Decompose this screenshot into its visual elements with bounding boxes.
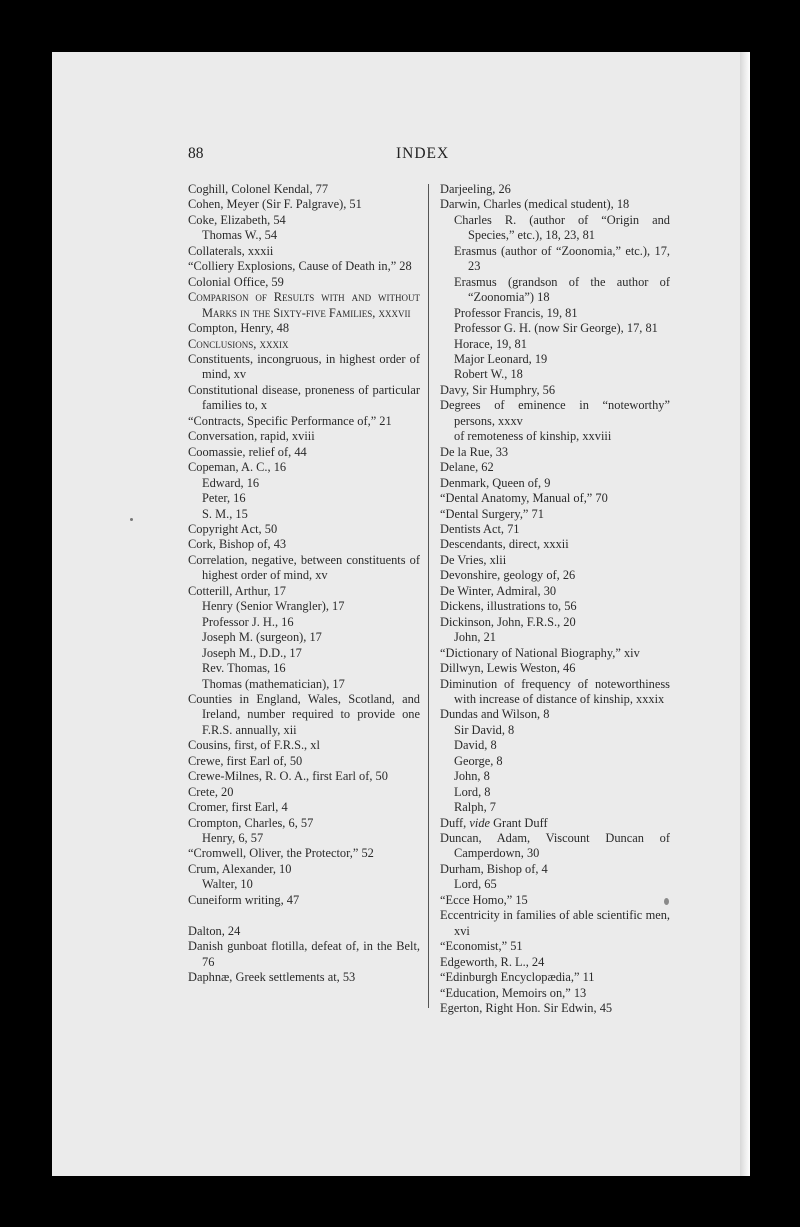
index-entry: Cotterill, Arthur, 17 bbox=[188, 583, 286, 598]
index-entry: Descendants, direct, xxxii bbox=[440, 537, 569, 552]
index-entry: “Dental Anatomy, Manual of,” 70 bbox=[440, 491, 608, 506]
index-entry: Ralph, 7 bbox=[454, 800, 496, 815]
index-entry: of remoteness of kinship, xxviii bbox=[454, 429, 612, 444]
index-entry: David, 8 bbox=[454, 738, 497, 753]
index-entry: Coke, Elizabeth, 54 bbox=[188, 212, 286, 227]
index-entry: Copyright Act, 50 bbox=[188, 521, 278, 536]
index-entry: Constituents, incongruous, in highest order of mind, xv bbox=[188, 351, 420, 382]
index-entry: “Colliery Explosions, Cause of Death in,” 28 bbox=[188, 259, 412, 274]
index-entry: Durham, Bishop of, 4 bbox=[440, 861, 548, 876]
index-entry: “Cromwell, Oliver, the Protector,” 52 bbox=[188, 846, 374, 861]
index-entry: Sir David, 8 bbox=[454, 722, 515, 737]
page-number: 88 bbox=[188, 145, 204, 162]
index-column-left bbox=[188, 182, 420, 986]
index-entry: Crewe-Milnes, R. O. A., first Earl of, 50 bbox=[188, 769, 388, 784]
index-entry: Diminution of frequency of noteworthiness with increase of distance of kinship, xxxix bbox=[440, 676, 670, 706]
index-entry: Delane, 62 bbox=[440, 460, 494, 475]
index-entry: Darjeeling, 26 bbox=[440, 182, 511, 196]
index-entry: Crompton, Charles, 6, 57 bbox=[188, 815, 314, 830]
index-entry: John, 8 bbox=[454, 769, 490, 784]
page-edge-shadow bbox=[740, 52, 750, 1176]
paper-speck bbox=[130, 518, 133, 521]
index-entry: Erasmus (author of “Zoonomia,” etc.), 17, 23 bbox=[454, 243, 670, 274]
index-entry: Correlation, negative, between constituents of highest order of mind, xv bbox=[188, 552, 420, 583]
index-entry: Crete, 20 bbox=[188, 784, 234, 799]
index-entry: Conclusions, xxxix bbox=[188, 336, 289, 351]
running-head: INDEX bbox=[396, 145, 450, 162]
index-entry: De Vries, xlii bbox=[440, 552, 507, 567]
index-entry: Daphnæ, Greek settlements at, 53 bbox=[188, 970, 356, 985]
index-entry: Cousins, first, of F.R.S., xl bbox=[188, 738, 320, 753]
index-entry: Dickinson, John, F.R.S., 20 bbox=[440, 614, 576, 629]
index-entry: Dentists Act, 71 bbox=[440, 521, 520, 536]
index-entry: Professor Francis, 19, 81 bbox=[454, 305, 578, 320]
index-entry: Walter, 10 bbox=[202, 877, 253, 892]
index-entry: Joseph M., D.D., 17 bbox=[202, 645, 302, 660]
index-entry: Lord, 8 bbox=[454, 784, 491, 799]
index-entry: Professor G. H. (now Sir George), 17, 81 bbox=[454, 321, 658, 336]
index-entry: “Contracts, Specific Performance of,” 21 bbox=[188, 413, 392, 428]
index-entry: “Ecce Homo,” 15 bbox=[440, 892, 528, 907]
index-entry: Copeman, A. C., 16 bbox=[188, 460, 287, 475]
index-entry: Major Leonard, 19 bbox=[454, 351, 548, 366]
index-entry: Cohen, Meyer (Sir F. Palgrave), 51 bbox=[188, 197, 362, 212]
index-entry: Conversation, rapid, xviii bbox=[188, 429, 315, 444]
index-entry: Darwin, Charles (medical student), 18 bbox=[440, 197, 630, 212]
index-entry: Counties in England, Wales, Scotland, and Ireland, number required to provide one F.R.S. annually, xii bbox=[188, 691, 420, 737]
index-entry: Coomassie, relief of, 44 bbox=[188, 444, 307, 459]
index-entry: Edgeworth, R. L., 24 bbox=[440, 954, 545, 969]
italic-word: vide bbox=[469, 815, 491, 830]
index-entry: “Economist,” 51 bbox=[440, 939, 523, 954]
index-entry: Rev. Thomas, 16 bbox=[202, 661, 286, 676]
index-entry: Cork, Bishop of, 43 bbox=[188, 537, 287, 552]
index-entry: Duff, vide Grant Duff bbox=[440, 815, 548, 830]
index-entry: Thomas W., 54 bbox=[202, 228, 278, 243]
ink-blot bbox=[664, 898, 669, 905]
index-entry: Denmark, Queen of, 9 bbox=[440, 475, 551, 490]
index-column-right bbox=[440, 182, 670, 1016]
index-entry: Joseph M. (surgeon), 17 bbox=[202, 630, 322, 645]
index-entry: Crum, Alexander, 10 bbox=[188, 861, 292, 876]
index-entry: Cromer, first Earl, 4 bbox=[188, 800, 288, 815]
index-entry: Henry (Senior Wrangler), 17 bbox=[202, 599, 345, 614]
index-entry: Edward, 16 bbox=[202, 475, 260, 490]
index-entry: Dillwyn, Lewis Weston, 46 bbox=[440, 661, 576, 676]
index-entry: Collaterals, xxxii bbox=[188, 243, 274, 258]
index-entry: Degrees of eminence in “noteworthy” persons, xxxv bbox=[440, 398, 670, 428]
index-entry: John, 21 bbox=[454, 630, 496, 645]
index-entry: Dalton, 24 bbox=[188, 923, 241, 938]
index-entry: Peter, 16 bbox=[202, 491, 246, 506]
page-header bbox=[188, 145, 748, 167]
index-entry: De Winter, Admiral, 30 bbox=[440, 583, 557, 598]
index-entry: Colonial Office, 59 bbox=[188, 274, 284, 289]
index-entry: Constitutional disease, proneness of particular families to, x bbox=[188, 382, 420, 413]
index-entry: S. M., 15 bbox=[202, 506, 248, 521]
index-entry: Coghill, Colonel Kendal, 77 bbox=[188, 182, 329, 196]
index-entry: Charles R. (author of “Origin and Species,” etc.), 18, 23, 81 bbox=[454, 212, 670, 243]
index-entry: Dickens, illustrations to, 56 bbox=[440, 599, 577, 614]
index-entry: George, 8 bbox=[454, 753, 503, 768]
index-entry: Dundas and Wilson, 8 bbox=[440, 707, 550, 722]
index-entry: Eccentricity in families of able scientific men, xvi bbox=[440, 908, 670, 938]
index-entry: Comparison of Results with and without Marks in the Sixty-five Families, xxxvii bbox=[188, 290, 420, 320]
index-entry: Crewe, first Earl of, 50 bbox=[188, 753, 303, 768]
index-entry: “Dental Surgery,” 71 bbox=[440, 506, 544, 521]
index-entry: “Edinburgh Encyclopædia,” 11 bbox=[440, 970, 595, 985]
index-entry: Egerton, Right Hon. Sir Edwin, 45 bbox=[440, 1001, 613, 1016]
index-entry: Davy, Sir Humphry, 56 bbox=[440, 382, 556, 397]
index-entry: Robert W., 18 bbox=[454, 367, 523, 382]
index-entry: “Dictionary of National Biography,” xiv bbox=[440, 645, 640, 660]
index-entry: Henry, 6, 57 bbox=[202, 831, 264, 846]
index-entry: Devonshire, geology of, 26 bbox=[440, 568, 576, 583]
column-divider bbox=[428, 184, 429, 1008]
index-entry: Cuneiform writing, 47 bbox=[188, 892, 300, 907]
index-entry: Horace, 19, 81 bbox=[454, 336, 527, 351]
index-entry: “Education, Memoirs on,” 13 bbox=[440, 985, 587, 1000]
index-entry: Erasmus (grandson of the author of “Zoonomia”) 18 bbox=[454, 274, 670, 305]
index-entry: Professor J. H., 16 bbox=[202, 614, 294, 629]
index-entry: Duncan, Adam, Viscount Duncan of Camperdown, 30 bbox=[440, 831, 670, 861]
index-entry: Lord, 65 bbox=[454, 877, 497, 892]
index-entry: Compton, Henry, 48 bbox=[188, 321, 290, 336]
index-entry: Thomas (mathematician), 17 bbox=[202, 676, 345, 691]
index-entry: Danish gunboat flotilla, defeat of, in the Belt, 76 bbox=[188, 939, 420, 969]
index-entry: De la Rue, 33 bbox=[440, 444, 509, 459]
